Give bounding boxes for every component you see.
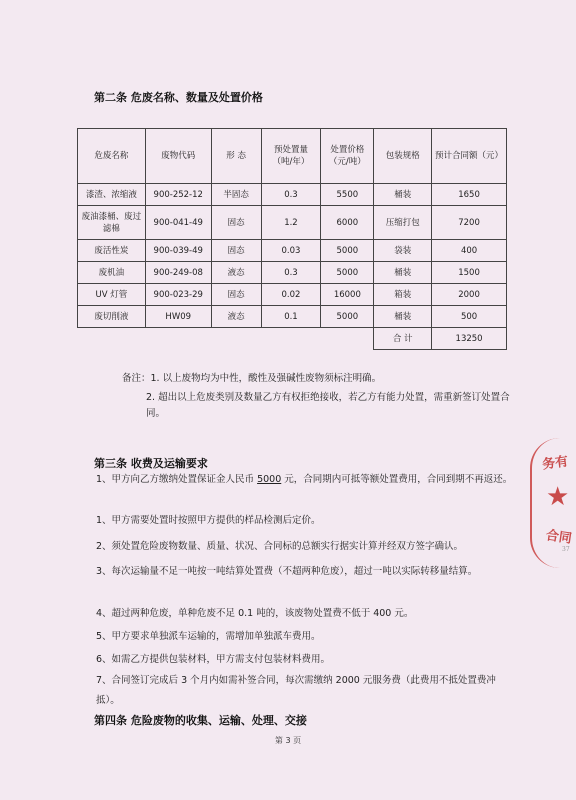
header-amount: 预计合同额（元） xyxy=(432,129,507,184)
cell-qty: 0.1 xyxy=(261,306,321,328)
list-item xyxy=(96,470,516,490)
list-item: 5、甲方要求单独派车运输的，需增加单独派车费用。 xyxy=(96,631,321,642)
total-label: 合 计 xyxy=(374,328,432,350)
cell-code: 900-252-12 xyxy=(145,184,211,206)
cell-name: 废活性炭 xyxy=(78,240,146,262)
list-item: 3、每次运输量不足一吨按一吨结算处置费（不超两种危废），超过一吨以实际转移量结算。 xyxy=(96,566,478,577)
list-item: 6、如需乙方提供包装材料，甲方需支付包装材料费用。 xyxy=(96,654,331,665)
cell-pack: 箱装 xyxy=(374,284,432,306)
cell-name: 废机油 xyxy=(78,262,146,284)
cell-price: 6000 xyxy=(321,206,374,240)
section-4-title: 第四条 危险废物的收集、运输、处理、交接 xyxy=(94,714,307,727)
table-row xyxy=(78,306,507,328)
header-name: 危废名称 xyxy=(78,129,146,184)
cell-form: 液态 xyxy=(211,262,261,284)
header-qty-line2: （吨/年） xyxy=(272,157,310,167)
cell-amount: 1650 xyxy=(432,184,507,206)
cell-qty: 0.03 xyxy=(261,240,321,262)
item-text: 1、甲方向乙方缴纳处置保证金人民币 xyxy=(96,474,258,485)
header-qty-line1: 预处置量 xyxy=(273,145,308,155)
page-number: 第 3 页 xyxy=(274,736,302,745)
table-row xyxy=(78,262,507,284)
cell-amount: 400 xyxy=(432,240,507,262)
header-form: 形 态 xyxy=(211,129,261,184)
table-row xyxy=(78,240,507,262)
seal-number: 37 xyxy=(562,546,570,553)
list-item: 4、超过两种危废，单种危废不足 0.1 吨的，该废物处置费不低于 400 元。 xyxy=(96,608,414,619)
cell-price: 5000 xyxy=(321,240,374,262)
cell-name: 漆渣、浓缩液 xyxy=(78,184,146,206)
cell-name: 废切削液 xyxy=(78,306,146,328)
cell-price: 16000 xyxy=(321,284,374,306)
table-row xyxy=(78,284,507,306)
waste-table xyxy=(77,128,507,350)
list-item: 1、甲方需要处置时按照甲方提供的样品检测后定价。 xyxy=(96,515,321,526)
header-price-line2: （元/吨） xyxy=(328,157,366,167)
total-blank xyxy=(78,328,374,350)
table-row xyxy=(78,206,507,240)
cell-qty: 0.3 xyxy=(261,262,321,284)
section-3-title: 第三条 收费及运输要求 xyxy=(94,457,208,470)
header-pack: 包装规格 xyxy=(374,129,432,184)
cell-pack: 桶装 xyxy=(374,306,432,328)
header-price xyxy=(321,129,374,184)
note-1: 备注：1. 以上废物均为中性，酸性及强碱性废物须标注明确。 xyxy=(122,373,382,384)
cell-code: 900-041-49 xyxy=(145,206,211,240)
cell-qty: 0.02 xyxy=(261,284,321,306)
item-text-rest: 元，合同期内可抵等额处置费用，合同到期不再返还。 xyxy=(281,474,513,485)
note-2: 2. 超出以上危废类别及数量乙方有权拒绝接收，若乙方有能力处置，需重新签订处置合同。 xyxy=(146,392,510,419)
header-qty xyxy=(261,129,321,184)
section-2-title: 第二条 危废名称、数量及处置价格 xyxy=(94,91,263,104)
cell-form: 固态 xyxy=(211,206,261,240)
table-total-row xyxy=(78,328,507,350)
seal-text-top: 务有 xyxy=(541,454,570,473)
cell-code: 900-039-49 xyxy=(145,240,211,262)
cell-form: 液态 xyxy=(211,306,261,328)
header-code: 废物代码 xyxy=(145,129,211,184)
cell-pack: 压缩打包 xyxy=(374,206,432,240)
cell-form: 固态 xyxy=(211,284,261,306)
cell-pack: 袋装 xyxy=(374,240,432,262)
list-item: 7、合同签订完成后 3 个月内如需补签合同，每次需缴纳 2000 元服务费（此费用不抵处置费冲抵）。 xyxy=(96,675,496,706)
seal-star-icon: ★ xyxy=(546,482,570,512)
cell-qty: 1.2 xyxy=(261,206,321,240)
table-row xyxy=(78,184,507,206)
header-price-line1: 处置价格 xyxy=(330,145,365,155)
total-value: 13250 xyxy=(432,328,507,350)
cell-code: HW09 xyxy=(145,306,211,328)
cell-price: 5000 xyxy=(321,306,374,328)
cell-amount: 7200 xyxy=(432,206,507,240)
cell-amount: 2000 xyxy=(432,284,507,306)
table-header-row xyxy=(78,129,507,184)
seal-text-bottom: 合同 xyxy=(544,528,573,547)
cell-form: 半固态 xyxy=(211,184,261,206)
cell-pack: 桶装 xyxy=(374,184,432,206)
cell-qty: 0.3 xyxy=(261,184,321,206)
cell-amount: 500 xyxy=(432,306,507,328)
cell-amount: 1500 xyxy=(432,262,507,284)
deposit-amount: 5000 xyxy=(257,474,282,485)
company-seal xyxy=(530,438,576,568)
cell-price: 5000 xyxy=(321,262,374,284)
cell-pack: 桶装 xyxy=(374,262,432,284)
cell-name: 废油漆桶、废过滤棉 xyxy=(78,206,146,240)
cell-form: 固态 xyxy=(211,240,261,262)
cell-name: UV 灯管 xyxy=(78,284,146,306)
list-item: 2、须处置危险废物数量、质量、状况、合同标的总额实行据实计算并经双方签字确认。 xyxy=(96,541,464,552)
cell-code: 900-023-29 xyxy=(145,284,211,306)
cell-price: 5500 xyxy=(321,184,374,206)
cell-code: 900-249-08 xyxy=(145,262,211,284)
